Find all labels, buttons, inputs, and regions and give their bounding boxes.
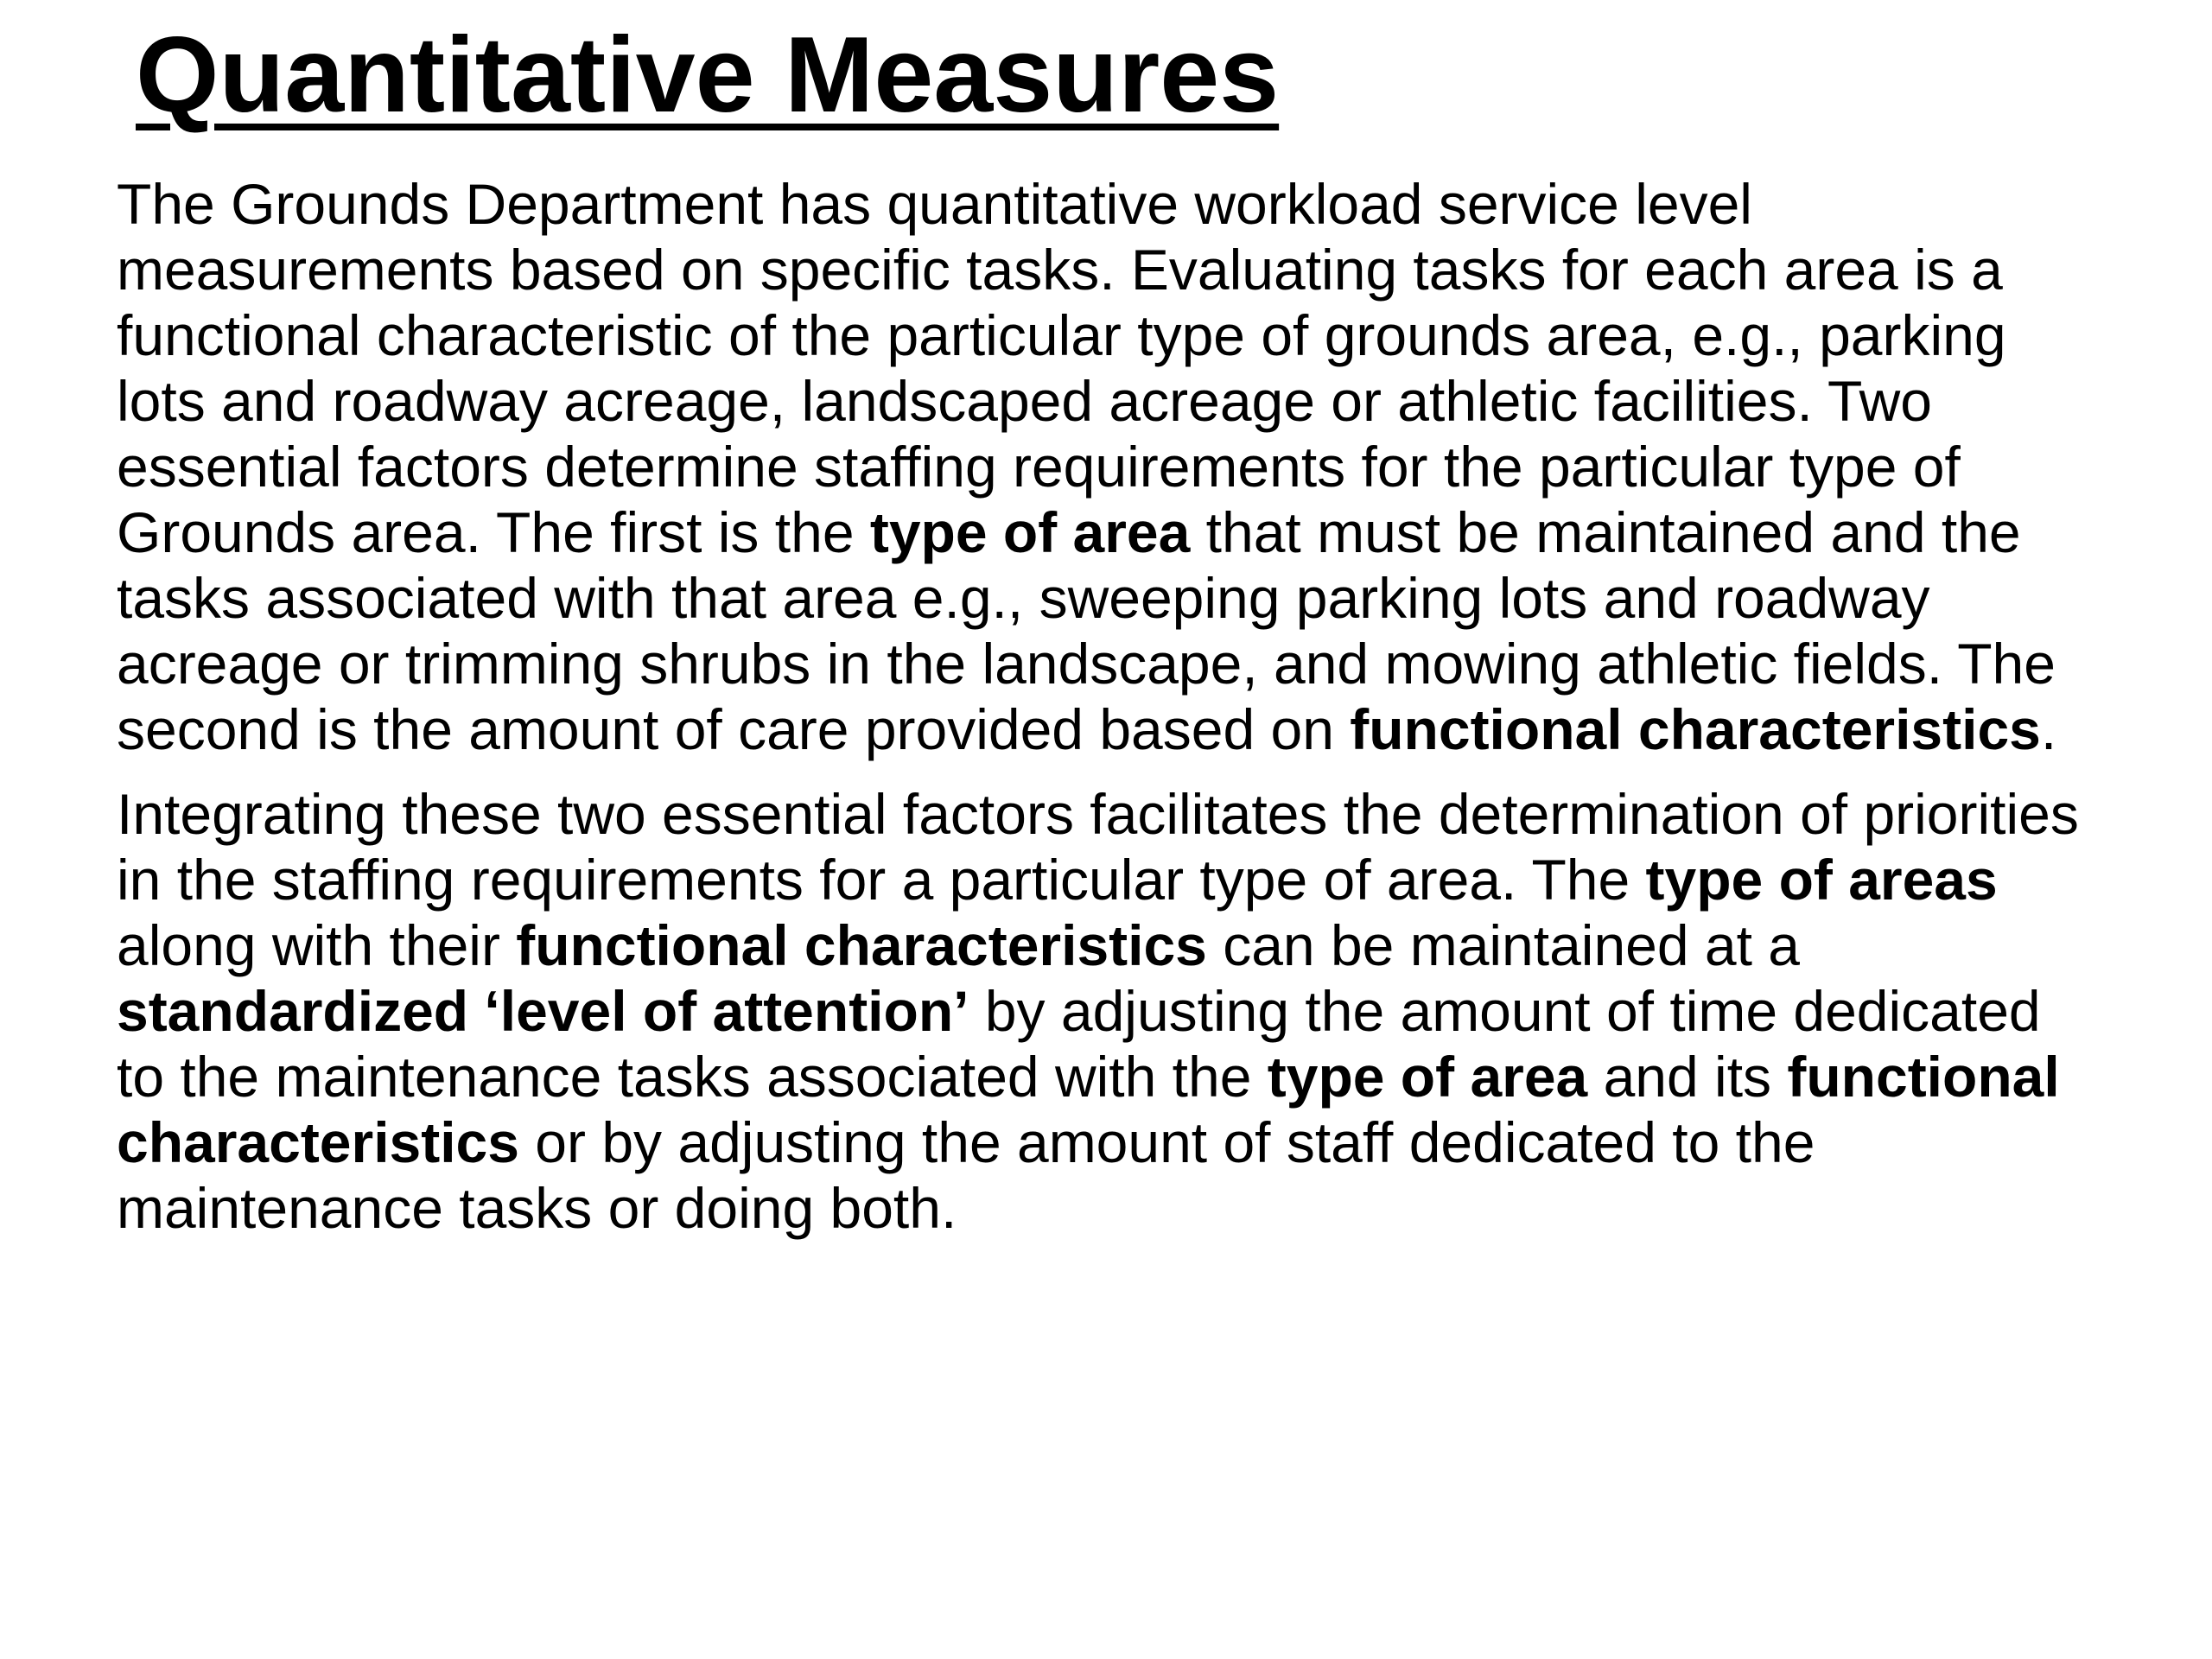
paragraph-2-bold-standardized-level: standardized ‘level of attention’ — [117, 979, 969, 1043]
slide-body — [117, 171, 2095, 1260]
paragraph-1 — [117, 171, 2095, 762]
paragraph-2-bold-functional-characteristics-2: functional characteristics — [117, 1045, 2060, 1174]
paragraph-1-text-2: that must be maintained and the tasks associated with that area e.g., sweeping parking lots and roadway acreage or trimming shrubs in the landscape, and mowing athletic fields. The second is the amount of care provided based on — [117, 500, 2056, 761]
paragraph-2-text-5: and its — [1587, 1045, 1788, 1109]
paragraph-2-bold-type-of-area: type of area — [1267, 1045, 1588, 1109]
paragraph-1-bold-type-of-area: type of area — [869, 500, 1191, 564]
paragraph-2-bold-functional-characteristics: functional characteristics — [516, 913, 1207, 977]
paragraph-2-bold-type-of-areas: type of areas — [1645, 848, 1998, 912]
paragraph-2-text-6: or by adjusting the amount of staff dedicated to the maintenance tasks or doing both. — [117, 1110, 1815, 1240]
paragraph-1-text-3: . — [2040, 697, 2057, 761]
paragraph-2-text-1: Integrating these two essential factors facilitates the determination of priorities in the staffing requirements for a particular type of area. The — [117, 782, 2079, 912]
paragraph-2-text-2: along with their — [117, 913, 517, 977]
paragraph-1-bold-functional-characteristics: functional characteristics — [1350, 697, 2041, 761]
slide-title: Quantitative Measures — [136, 16, 1280, 135]
paragraph-1-text-1: The Grounds Department has quantitative workload service level measurements based on specific tasks. Evaluating tasks for each area is a functional characteristic of the particular type of grounds area, e.g., parking lots and roadway acreage, landscaped acreage or athletic facilities. Two essential factors determine staffing requirements for the particular type of Grounds area. The first is the — [117, 172, 2006, 564]
paragraph-2 — [117, 781, 2095, 1241]
paragraph-2-text-3: can be maintained at a — [1206, 913, 1801, 977]
paragraph-2-text-4: by adjusting the amount of time dedicated to the maintenance tasks associated with the — [117, 979, 2041, 1109]
